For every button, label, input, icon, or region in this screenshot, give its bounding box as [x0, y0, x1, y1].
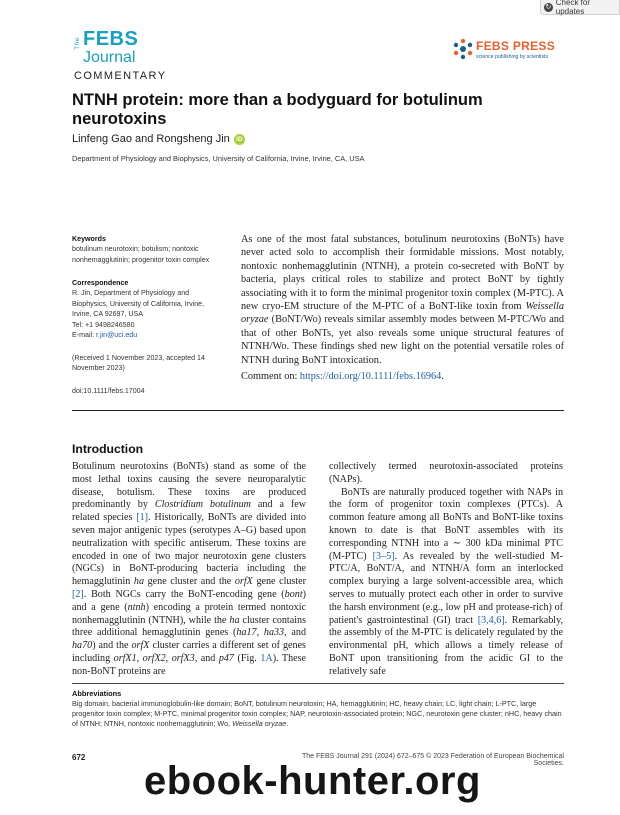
received-dates: (Received 1 November 2023, accepted 14 November 2023): [72, 354, 205, 373]
citation-link[interactable]: [3–5]: [372, 550, 395, 562]
publisher-name: FEBS PRESS: [476, 39, 556, 53]
body-italic: ha70: [72, 640, 93, 652]
body-text: (Fig.: [233, 652, 261, 664]
body-paragraph: [329, 487, 563, 679]
citation-link[interactable]: [1]: [136, 512, 149, 524]
body-text: cluster contains three additional hemagglutinin genes (: [72, 614, 306, 639]
body-text: . Remarkably, the assembly of the M-PTC is delicately regulated by the environmental pH, which allows a timely release of BoNT upon transitioning from the acidic GI to the relatively safe: [329, 614, 563, 677]
body-text: BoNTs are naturally produced together with NAPs in the form of progenitor toxin complexes (PTCs). A common feature among all BoNTs and BoNT-like toxins known to date is that BoNT assembles with its corresponding NTNH into a ∼ 300 kDa minimal PTC (M-PTC): [329, 486, 563, 562]
section-label: COMMENTARY: [74, 70, 167, 82]
journal-logo-journal: Journal: [83, 49, 136, 66]
running-footer: The FEBS Journal 291 (2024) 672–675 © 2023 Federation of European Biochemical Societies.: [302, 753, 564, 767]
body-italic: ha: [133, 576, 145, 588]
citation-link[interactable]: [3,4,6]: [477, 614, 505, 626]
body-paragraph: collectively termed neurotoxin-associated proteins (NAPs).: [329, 461, 563, 485]
abstract: [241, 233, 564, 367]
body-text: ,: [136, 652, 143, 664]
correspondence-line: Biophysics, University of California, Irvine,: [72, 299, 205, 308]
header-divider: [72, 410, 564, 411]
article-title-line-2: neurotoxins: [72, 110, 167, 128]
watermark: ebook-hunter.org: [144, 759, 481, 803]
body-column-left: [72, 461, 306, 679]
body-text: Botulinum neurotoxins (BoNTs) stand as some of the most lethal toxins causing the severe neuroparalytic disease, botulism. These toxins are produced predominantly by: [72, 461, 306, 511]
body-text: cluster carries a different set of genes including: [72, 640, 306, 664]
correspondence-line: Tel: +1 9498246580: [72, 320, 135, 329]
body-paragraph: [72, 461, 306, 679]
article-title: [72, 91, 542, 129]
body-text: , and: [194, 652, 219, 664]
body-text: gene cluster: [252, 576, 307, 588]
body-italic: orfX1: [113, 652, 137, 664]
body-italic: orfX2: [142, 652, 166, 664]
email-label: E-mail:: [72, 331, 97, 340]
comment-on-end: .: [441, 371, 444, 382]
body-italic: orfX: [131, 640, 150, 652]
body-italic: orfX3: [171, 652, 195, 664]
body-italic: ntnh: [127, 601, 146, 613]
abbreviations-species: Weissella oryzae: [232, 719, 287, 729]
body-italic: ha33: [263, 627, 285, 639]
body-italic: ha: [229, 614, 240, 626]
intro-heading: Introduction: [72, 442, 144, 456]
body-italic: bont: [284, 588, 303, 600]
abstract-text-1: As one of the most fatal substances, botulinum neurotoxins (BoNTs) have never acted solo to accomplish their formidable missions. Most notably, nontoxic nonhemagglutinin (NTNH), a protein co-secreted with BoNT by bacteria, plays critical roles to stabilize and protect BoNT by tightly associating with it to form the minimal progenitor toxin complex (M-PTC). A new cryo-EM structure of the M-PTC of a BoNT-like toxin from: [241, 234, 564, 313]
check-for-updates-label: Check for updates: [555, 0, 590, 16]
abstract-text-2: (BoNT/Wo) reveals similar assembly modes between M-PTC/Wo and that of other BoNTs, yet also reveals some unique structural features of NTNH/Wo. These findings shed new light on the potential versatile roles of NTNH during BoNT intoxication.: [241, 314, 564, 366]
citation-link[interactable]: [2]: [72, 588, 84, 600]
body-text: , and: [284, 627, 306, 639]
keywords-block: [72, 234, 232, 265]
body-text: ) and a gene (: [72, 588, 306, 613]
abbreviations-end: .: [286, 719, 289, 729]
journal-logo-the: The: [74, 37, 81, 50]
body-text: ,: [165, 652, 172, 664]
body-italic: ha17: [236, 627, 257, 639]
journal-logo-febs: FEBS: [83, 28, 139, 50]
correspondence-heading: Correspondence: [72, 279, 129, 287]
publisher-tagline: science publishing by scientists: [476, 54, 549, 60]
body-text: gene cluster and the: [144, 576, 235, 588]
body-text: ,: [256, 627, 264, 639]
comment-on-link[interactable]: https://doi.org/10.1111/febs.16964: [299, 371, 442, 382]
update-icon: ↻: [545, 3, 552, 11]
correspondence-block: [72, 278, 232, 340]
body-italic: p47: [218, 652, 234, 664]
comment-on: [241, 371, 444, 382]
correspondence-email-line: [72, 330, 232, 340]
abbreviations-body: Big domain, bacterial immunoglobulin-like domain; BoNT, botulinum neurotoxin; HA, hemagglutinin; HC, heavy chain; LC, light chain; L-PTC, large progenitor toxin complex; M-PTC, minimal progenitor toxin complex; NAP, neurotoxin-associated protein; NGC, neurotoxin gene cluster; nHC, heavy chain of NTNH; NTNH, nontoxic nonhemagglutinin; Wo,: [72, 699, 562, 729]
article-title-line-1: NTNH protein: more than a bodyguard for botulinum: [72, 91, 483, 109]
body-italic: orfX: [234, 576, 253, 588]
body-column-right: [329, 461, 563, 679]
keywords-text: botulinum neurotoxin; botulism; nontoxic nonhemagglutinin; progenitor toxin complex: [72, 245, 210, 264]
body-text: and a few related species: [72, 499, 306, 524]
check-for-updates-badge[interactable]: [540, 0, 620, 15]
author-names: Linfeng Gao and Rongsheng Jin: [72, 133, 230, 145]
body-text: . Historically, BoNTs are divided into seven major antigenic types (serotypes A–G) based upon neutralization with specific antiserum. These toxins are encoded in one of two major neurotoxin gene clusters (NGCs) in BoNT-producing bacteria including the hemagglutinin: [72, 512, 306, 588]
abbreviations-text: [72, 699, 564, 730]
journal-logo: [74, 28, 144, 68]
affiliation: Department of Physiology and Biophysics, University of California, Irvine, Irvine, CA, USA: [72, 154, 365, 163]
body-text: ) and the: [92, 640, 132, 652]
figure-link[interactable]: 1A: [260, 652, 273, 664]
body-text: . As revealed by the well-studied M-PTC/A, BoNT/A, and NTNH/A form an interlocked complex burying a large solvent-accessible area, which serves to mutually protect each other in order to survive the harsh environment (e.g., low pH and protease-rich) of patient's gastrointestinal (GI) tract: [329, 550, 563, 626]
body-text: ). These non-BoNT proteins are: [72, 652, 306, 677]
keywords-heading: Keywords: [72, 235, 106, 243]
body-text: ) encoding a protein termed nontoxic nonhemagglutinin (NTNH), while the: [72, 601, 306, 626]
correspondence-line: Irvine, CA 92697, USA: [72, 310, 143, 319]
authors: [72, 133, 245, 145]
abstract-species: Weissella oryzae: [241, 301, 564, 326]
orcid-icon[interactable]: iD: [234, 134, 245, 145]
doi: doi:10.1111/febs.17004: [72, 387, 145, 395]
abbreviations-heading: Abbreviations: [72, 689, 122, 698]
body-italic: Clostridium botulinum: [154, 499, 251, 511]
publisher-logo: [452, 36, 562, 64]
febs-press-icon: [452, 38, 474, 60]
abbreviations-divider: [72, 683, 564, 684]
body-text: . Both NGCs carry the BoNT-encoding gene (: [83, 588, 285, 600]
comment-on-label: Comment on:: [241, 371, 300, 382]
page-number: 672: [72, 753, 86, 762]
correspondence-line: R. Jin, Department of Physiology and: [72, 289, 190, 298]
email-link[interactable]: r.jin@uci.edu: [96, 331, 138, 340]
